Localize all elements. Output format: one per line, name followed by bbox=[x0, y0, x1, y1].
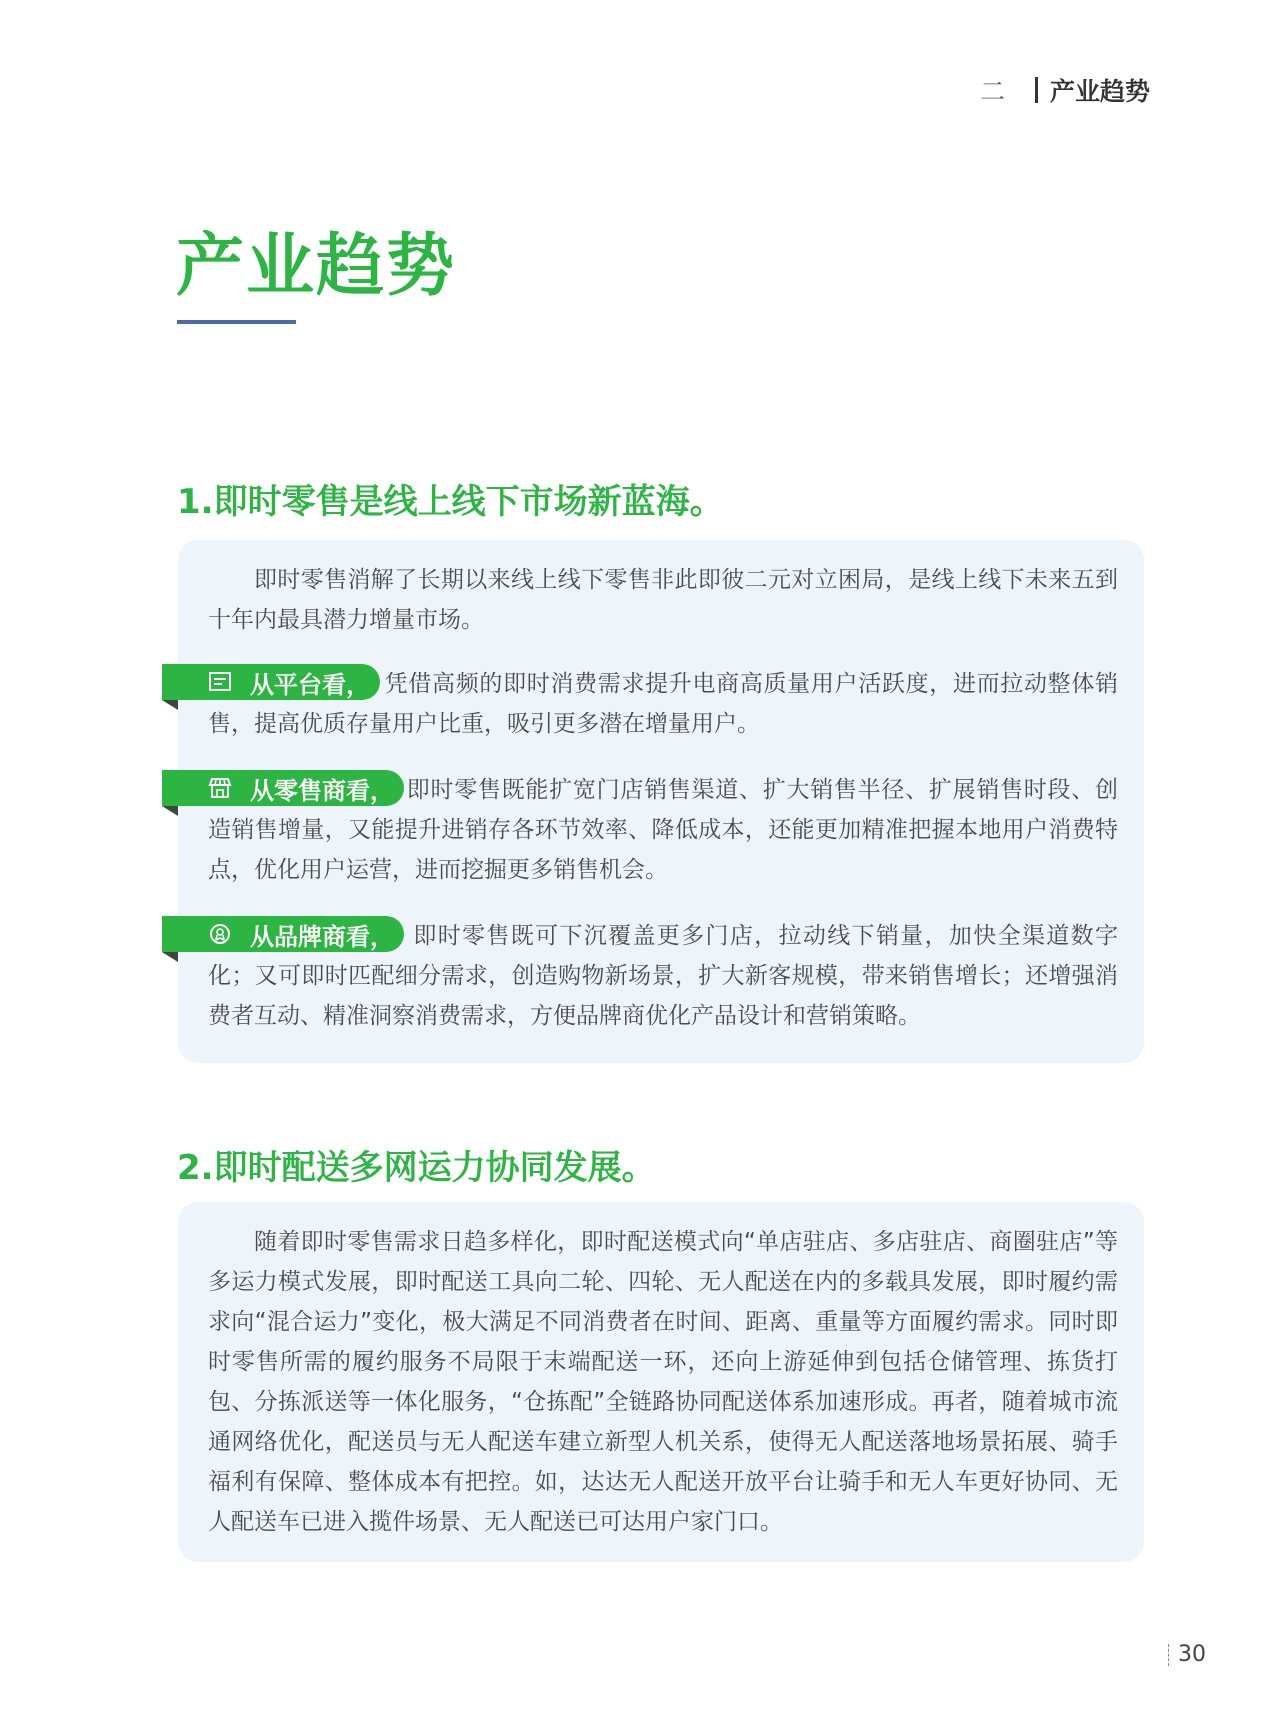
page-title: 产业趋势 bbox=[176, 227, 457, 306]
title-underline bbox=[177, 320, 296, 324]
perspective-label: 从品牌商看， bbox=[250, 922, 394, 951]
brand-badge-icon bbox=[208, 923, 232, 945]
perspective-label: 从平台看， bbox=[250, 670, 370, 699]
chapter-title: 产业趋势 bbox=[1050, 77, 1151, 106]
perspective-label: 从零售商看， bbox=[250, 776, 394, 805]
running-header bbox=[980, 72, 1150, 108]
section-1-intro: 即时零售消解了长期以来线上线下零售非此即彼二元对立困局，是线上线下未来五到十年内最具潜力增量市场。 bbox=[208, 567, 1118, 633]
section-1-heading: 1.即时零售是线上线下市场新蓝海。 bbox=[177, 482, 724, 522]
page-number-divider bbox=[1168, 1644, 1169, 1666]
section-2-heading: 2.即时配送多网运力协同发展。 bbox=[177, 1148, 656, 1188]
perspective-tag bbox=[162, 770, 404, 806]
perspective-text: 凭借高频的即时消费需求提升电商高质量用户活跃度，进而拉动整体销售，提高优质存量用户比重，吸引更多潜在增量用户。 bbox=[208, 671, 1118, 737]
section-2-panel bbox=[178, 1202, 1144, 1562]
section-1-panel bbox=[178, 540, 1144, 1063]
section-2-body: 随着即时零售需求日趋多样化，即时配送模式向“单店驻店、多店驻店、商圈驻店”等多运力模式发展，即时配送工具向二轮、四轮、无人配送在内的多载具发展，即时履约需求向“混合运力”变化，极大满足不同消费者在时间、距离、重量等方面履约需求。同时即时零售所需的履约服务不局限于末端配送一环，还向上游延伸到包括仓储管理、拣货打包、分拣派送等一体化服务，“仓拣配”全链路协同配送体系加速形成。再者，随着城市流通网络优化，配送员与无人配送车建立新型人机关系，使得无人配送落地场景拓展、骑手福利有保障、整体成本有把控。如，达达无人配送开放平台让骑手和无人车更好协同、无人配送车已进入揽件场景、无人配送已可达用户家门口。 bbox=[208, 1229, 1118, 1535]
perspective-tag bbox=[162, 916, 404, 952]
header-divider bbox=[1035, 77, 1038, 103]
perspective-tag bbox=[162, 664, 380, 700]
chapter-number: 二 bbox=[980, 77, 1010, 106]
document-icon bbox=[208, 671, 232, 693]
perspective-text: 即时零售既可下沉覆盖更多门店，拉动线下销量，加快全渠道数字化；又可即时匹配细分需求，创造购物新场景，扩大新客规模，带来销售增长；还增强消费者互动、精准洞察消费需求，方便品牌商优化产品设计和营销策略。 bbox=[208, 923, 1118, 1029]
page-number-value: 30 bbox=[1178, 1642, 1206, 1667]
storefront-icon bbox=[208, 777, 232, 799]
page-number bbox=[1168, 1642, 1206, 1667]
perspective-text: 即时零售既能扩宽门店销售渠道、扩大销售半径、扩展销售时段、创造销售增量，又能提升进销存各环节效率、降低成本，还能更加精准把握本地用户消费特点，优化用户运营，进而挖掘更多销售机会。 bbox=[208, 777, 1118, 883]
